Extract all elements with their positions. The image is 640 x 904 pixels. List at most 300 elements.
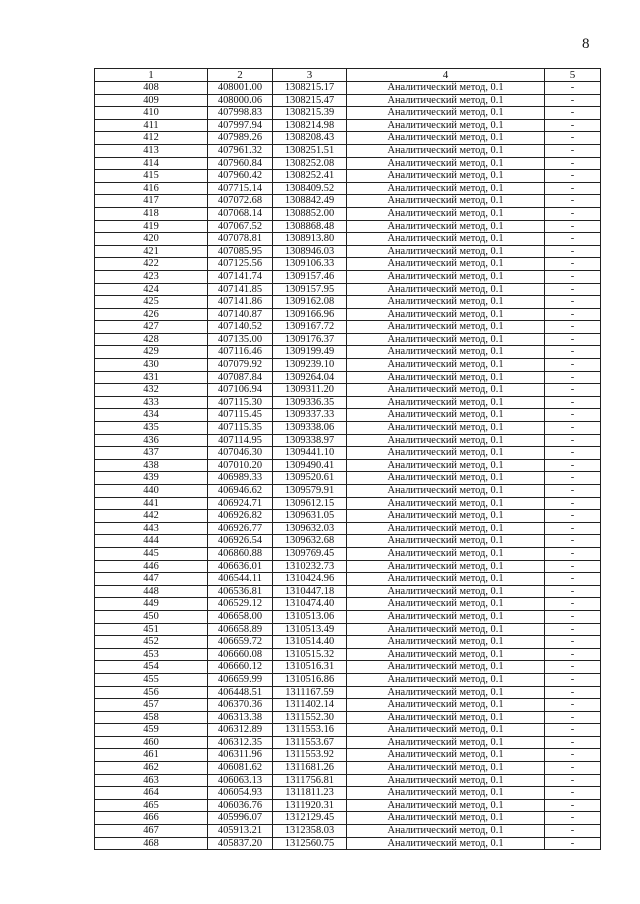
table-row xyxy=(95,258,601,271)
x-coordinate-cell: 406926.54 xyxy=(208,535,273,548)
method-cell: Аналитический метод, 0.1 xyxy=(347,636,545,649)
y-coordinate-cell: 1309176.37 xyxy=(273,333,347,346)
method-cell: Аналитический метод, 0.1 xyxy=(347,434,545,447)
method-cell: Аналитический метод, 0.1 xyxy=(347,711,545,724)
x-coordinate-cell: 406660.08 xyxy=(208,648,273,661)
y-coordinate-cell: 1309769.45 xyxy=(273,547,347,560)
x-coordinate-cell: 406544.11 xyxy=(208,573,273,586)
method-cell: Аналитический метод, 0.1 xyxy=(347,547,545,560)
table-row xyxy=(95,170,601,183)
x-coordinate-cell: 406311.96 xyxy=(208,749,273,762)
point-number-cell: 425 xyxy=(95,296,208,309)
table-row xyxy=(95,673,601,686)
point-number-cell: 459 xyxy=(95,724,208,737)
table-row xyxy=(95,107,601,120)
point-number-cell: 435 xyxy=(95,422,208,435)
y-coordinate-cell: 1309311.20 xyxy=(273,384,347,397)
x-coordinate-cell: 408000.06 xyxy=(208,94,273,107)
point-number-cell: 417 xyxy=(95,195,208,208)
point-number-cell: 414 xyxy=(95,157,208,170)
y-coordinate-cell: 1310232.73 xyxy=(273,560,347,573)
table-row xyxy=(95,333,601,346)
y-coordinate-cell: 1308251.51 xyxy=(273,144,347,157)
y-coordinate-cell: 1309162.08 xyxy=(273,296,347,309)
table-body xyxy=(95,82,601,850)
method-cell: Аналитический метод, 0.1 xyxy=(347,510,545,523)
note-cell: - xyxy=(545,384,601,397)
table-row xyxy=(95,787,601,800)
y-coordinate-cell: 1311756.81 xyxy=(273,774,347,787)
y-coordinate-cell: 1308252.08 xyxy=(273,157,347,170)
table-row xyxy=(95,296,601,309)
note-cell: - xyxy=(545,245,601,258)
note-cell: - xyxy=(545,610,601,623)
table-row xyxy=(95,485,601,498)
table-row xyxy=(95,573,601,586)
x-coordinate-cell: 407960.42 xyxy=(208,170,273,183)
method-cell: Аналитический метод, 0.1 xyxy=(347,447,545,460)
y-coordinate-cell: 1311402.14 xyxy=(273,699,347,712)
y-coordinate-cell: 1309338.06 xyxy=(273,422,347,435)
table-row xyxy=(95,711,601,724)
note-cell: - xyxy=(545,573,601,586)
note-cell: - xyxy=(545,686,601,699)
note-cell: - xyxy=(545,182,601,195)
note-cell: - xyxy=(545,157,601,170)
point-number-cell: 428 xyxy=(95,333,208,346)
x-coordinate-cell: 407998.83 xyxy=(208,107,273,120)
table-row xyxy=(95,132,601,145)
method-cell: Аналитический метод, 0.1 xyxy=(347,623,545,636)
note-cell: - xyxy=(545,82,601,95)
method-cell: Аналитический метод, 0.1 xyxy=(347,774,545,787)
y-coordinate-cell: 1309166.96 xyxy=(273,308,347,321)
y-coordinate-cell: 1311553.67 xyxy=(273,736,347,749)
y-coordinate-cell: 1308946.03 xyxy=(273,245,347,258)
method-cell: Аналитический метод, 0.1 xyxy=(347,825,545,838)
table-row xyxy=(95,699,601,712)
point-number-cell: 456 xyxy=(95,686,208,699)
y-coordinate-cell: 1311552.30 xyxy=(273,711,347,724)
point-number-cell: 452 xyxy=(95,636,208,649)
coordinates-table xyxy=(94,68,601,850)
table-row xyxy=(95,270,601,283)
x-coordinate-cell: 407125.56 xyxy=(208,258,273,271)
note-cell: - xyxy=(545,598,601,611)
method-cell: Аналитический метод, 0.1 xyxy=(347,283,545,296)
y-coordinate-cell: 1308215.47 xyxy=(273,94,347,107)
point-number-cell: 454 xyxy=(95,661,208,674)
x-coordinate-cell: 406536.81 xyxy=(208,585,273,598)
point-number-cell: 408 xyxy=(95,82,208,95)
note-cell: - xyxy=(545,661,601,674)
y-coordinate-cell: 1310447.18 xyxy=(273,585,347,598)
note-cell: - xyxy=(545,94,601,107)
y-coordinate-cell: 1308409.52 xyxy=(273,182,347,195)
method-cell: Аналитический метод, 0.1 xyxy=(347,346,545,359)
point-number-cell: 410 xyxy=(95,107,208,120)
note-cell: - xyxy=(545,585,601,598)
table-row xyxy=(95,384,601,397)
point-number-cell: 424 xyxy=(95,283,208,296)
point-number-cell: 461 xyxy=(95,749,208,762)
method-cell: Аналитический метод, 0.1 xyxy=(347,409,545,422)
method-cell: Аналитический метод, 0.1 xyxy=(347,661,545,674)
y-coordinate-cell: 1309612.15 xyxy=(273,497,347,510)
x-coordinate-cell: 406860.88 xyxy=(208,547,273,560)
point-number-cell: 430 xyxy=(95,359,208,372)
point-number-cell: 463 xyxy=(95,774,208,787)
note-cell: - xyxy=(545,447,601,460)
method-cell: Аналитический метод, 0.1 xyxy=(347,472,545,485)
x-coordinate-cell: 407106.94 xyxy=(208,384,273,397)
y-coordinate-cell: 1310424.96 xyxy=(273,573,347,586)
table-row xyxy=(95,837,601,850)
method-cell: Аналитический метод, 0.1 xyxy=(347,699,545,712)
table-row xyxy=(95,472,601,485)
note-cell: - xyxy=(545,648,601,661)
point-number-cell: 447 xyxy=(95,573,208,586)
method-cell: Аналитический метод, 0.1 xyxy=(347,359,545,372)
point-number-cell: 415 xyxy=(95,170,208,183)
y-coordinate-cell: 1309632.03 xyxy=(273,522,347,535)
point-number-cell: 433 xyxy=(95,396,208,409)
note-cell: - xyxy=(545,422,601,435)
x-coordinate-cell: 406660.12 xyxy=(208,661,273,674)
table-row xyxy=(95,623,601,636)
x-coordinate-cell: 407068.14 xyxy=(208,207,273,220)
x-coordinate-cell: 407141.85 xyxy=(208,283,273,296)
y-coordinate-cell: 1309239.10 xyxy=(273,359,347,372)
note-cell: - xyxy=(545,699,601,712)
x-coordinate-cell: 406924.71 xyxy=(208,497,273,510)
y-coordinate-cell: 1309167.72 xyxy=(273,321,347,334)
note-cell: - xyxy=(545,673,601,686)
point-number-cell: 419 xyxy=(95,220,208,233)
y-coordinate-cell: 1308215.17 xyxy=(273,82,347,95)
table-row xyxy=(95,182,601,195)
note-cell: - xyxy=(545,371,601,384)
method-cell: Аналитический метод, 0.1 xyxy=(347,207,545,220)
x-coordinate-cell: 406063.13 xyxy=(208,774,273,787)
note-cell: - xyxy=(545,434,601,447)
point-number-cell: 460 xyxy=(95,736,208,749)
table-row xyxy=(95,749,601,762)
y-coordinate-cell: 1309631.05 xyxy=(273,510,347,523)
point-number-cell: 450 xyxy=(95,610,208,623)
note-cell: - xyxy=(545,107,601,120)
point-number-cell: 465 xyxy=(95,799,208,812)
note-cell: - xyxy=(545,195,601,208)
method-cell: Аналитический метод, 0.1 xyxy=(347,182,545,195)
table-row xyxy=(95,762,601,775)
x-coordinate-cell: 407046.30 xyxy=(208,447,273,460)
y-coordinate-cell: 1308842.49 xyxy=(273,195,347,208)
method-cell: Аналитический метод, 0.1 xyxy=(347,535,545,548)
note-cell: - xyxy=(545,170,601,183)
method-cell: Аналитический метод, 0.1 xyxy=(347,82,545,95)
x-coordinate-cell: 406370.36 xyxy=(208,699,273,712)
table-row xyxy=(95,774,601,787)
y-coordinate-cell: 1310515.32 xyxy=(273,648,347,661)
point-number-cell: 411 xyxy=(95,119,208,132)
table-row xyxy=(95,308,601,321)
method-cell: Аналитический метод, 0.1 xyxy=(347,107,545,120)
note-cell: - xyxy=(545,762,601,775)
table-row xyxy=(95,422,601,435)
note-cell: - xyxy=(545,547,601,560)
y-coordinate-cell: 1310516.86 xyxy=(273,673,347,686)
y-coordinate-cell: 1309106.33 xyxy=(273,258,347,271)
y-coordinate-cell: 1311920.31 xyxy=(273,799,347,812)
table-row xyxy=(95,736,601,749)
x-coordinate-cell: 406636.01 xyxy=(208,560,273,573)
table-row xyxy=(95,610,601,623)
table-row xyxy=(95,346,601,359)
method-cell: Аналитический метод, 0.1 xyxy=(347,724,545,737)
x-coordinate-cell: 407115.35 xyxy=(208,422,273,435)
table-row xyxy=(95,585,601,598)
x-coordinate-cell: 406946.62 xyxy=(208,485,273,498)
x-coordinate-cell: 406312.89 xyxy=(208,724,273,737)
note-cell: - xyxy=(545,119,601,132)
y-coordinate-cell: 1309337.33 xyxy=(273,409,347,422)
y-coordinate-cell: 1309336.35 xyxy=(273,396,347,409)
point-number-cell: 416 xyxy=(95,182,208,195)
note-cell: - xyxy=(545,736,601,749)
method-cell: Аналитический метод, 0.1 xyxy=(347,497,545,510)
x-coordinate-cell: 406658.00 xyxy=(208,610,273,623)
table-row xyxy=(95,409,601,422)
table-row xyxy=(95,220,601,233)
x-coordinate-cell: 408001.00 xyxy=(208,82,273,95)
note-cell: - xyxy=(545,283,601,296)
y-coordinate-cell: 1308852.00 xyxy=(273,207,347,220)
method-cell: Аналитический метод, 0.1 xyxy=(347,422,545,435)
y-coordinate-cell: 1310516.31 xyxy=(273,661,347,674)
point-number-cell: 420 xyxy=(95,233,208,246)
point-number-cell: 455 xyxy=(95,673,208,686)
header-col-2: 2 xyxy=(208,69,273,82)
x-coordinate-cell: 407989.26 xyxy=(208,132,273,145)
method-cell: Аналитический метод, 0.1 xyxy=(347,371,545,384)
table-row xyxy=(95,547,601,560)
y-coordinate-cell: 1309338.97 xyxy=(273,434,347,447)
method-cell: Аналитический метод, 0.1 xyxy=(347,736,545,749)
point-number-cell: 431 xyxy=(95,371,208,384)
method-cell: Аналитический метод, 0.1 xyxy=(347,396,545,409)
table-row xyxy=(95,321,601,334)
method-cell: Аналитический метод, 0.1 xyxy=(347,245,545,258)
y-coordinate-cell: 1308214.98 xyxy=(273,119,347,132)
note-cell: - xyxy=(545,132,601,145)
header-col-1: 1 xyxy=(95,69,208,82)
point-number-cell: 421 xyxy=(95,245,208,258)
point-number-cell: 432 xyxy=(95,384,208,397)
x-coordinate-cell: 407085.95 xyxy=(208,245,273,258)
point-number-cell: 434 xyxy=(95,409,208,422)
note-cell: - xyxy=(545,144,601,157)
table-row xyxy=(95,825,601,838)
x-coordinate-cell: 406081.62 xyxy=(208,762,273,775)
x-coordinate-cell: 406926.77 xyxy=(208,522,273,535)
table-row xyxy=(95,396,601,409)
note-cell: - xyxy=(545,560,601,573)
x-coordinate-cell: 407087.84 xyxy=(208,371,273,384)
y-coordinate-cell: 1310474.40 xyxy=(273,598,347,611)
note-cell: - xyxy=(545,774,601,787)
x-coordinate-cell: 407010.20 xyxy=(208,459,273,472)
y-coordinate-cell: 1310513.06 xyxy=(273,610,347,623)
x-coordinate-cell: 407114.95 xyxy=(208,434,273,447)
method-cell: Аналитический метод, 0.1 xyxy=(347,837,545,850)
point-number-cell: 444 xyxy=(95,535,208,548)
x-coordinate-cell: 407078.81 xyxy=(208,233,273,246)
point-number-cell: 442 xyxy=(95,510,208,523)
method-cell: Аналитический метод, 0.1 xyxy=(347,812,545,825)
table-header xyxy=(95,69,601,82)
point-number-cell: 451 xyxy=(95,623,208,636)
note-cell: - xyxy=(545,535,601,548)
method-cell: Аналитический метод, 0.1 xyxy=(347,321,545,334)
note-cell: - xyxy=(545,497,601,510)
y-coordinate-cell: 1311167.59 xyxy=(273,686,347,699)
table-row xyxy=(95,207,601,220)
note-cell: - xyxy=(545,799,601,812)
note-cell: - xyxy=(545,220,601,233)
table-row xyxy=(95,157,601,170)
y-coordinate-cell: 1309199.49 xyxy=(273,346,347,359)
note-cell: - xyxy=(545,296,601,309)
method-cell: Аналитический метод, 0.1 xyxy=(347,560,545,573)
table-row xyxy=(95,94,601,107)
y-coordinate-cell: 1308215.39 xyxy=(273,107,347,120)
method-cell: Аналитический метод, 0.1 xyxy=(347,220,545,233)
table-row xyxy=(95,144,601,157)
y-coordinate-cell: 1311681.26 xyxy=(273,762,347,775)
x-coordinate-cell: 407067.52 xyxy=(208,220,273,233)
method-cell: Аналитический метод, 0.1 xyxy=(347,573,545,586)
x-coordinate-cell: 407115.30 xyxy=(208,396,273,409)
x-coordinate-cell: 407072.68 xyxy=(208,195,273,208)
note-cell: - xyxy=(545,233,601,246)
x-coordinate-cell: 406658.89 xyxy=(208,623,273,636)
x-coordinate-cell: 407140.52 xyxy=(208,321,273,334)
y-coordinate-cell: 1312129.45 xyxy=(273,812,347,825)
method-cell: Аналитический метод, 0.1 xyxy=(347,749,545,762)
x-coordinate-cell: 405913.21 xyxy=(208,825,273,838)
method-cell: Аналитический метод, 0.1 xyxy=(347,459,545,472)
point-number-cell: 457 xyxy=(95,699,208,712)
method-cell: Аналитический метод, 0.1 xyxy=(347,195,545,208)
x-coordinate-cell: 407997.94 xyxy=(208,119,273,132)
y-coordinate-cell: 1310513.49 xyxy=(273,623,347,636)
table-row xyxy=(95,724,601,737)
point-number-cell: 449 xyxy=(95,598,208,611)
note-cell: - xyxy=(545,333,601,346)
table-row xyxy=(95,522,601,535)
note-cell: - xyxy=(545,396,601,409)
page-number: 8 xyxy=(582,36,590,52)
method-cell: Аналитический метод, 0.1 xyxy=(347,132,545,145)
note-cell: - xyxy=(545,522,601,535)
note-cell: - xyxy=(545,787,601,800)
method-cell: Аналитический метод, 0.1 xyxy=(347,522,545,535)
table-row xyxy=(95,434,601,447)
x-coordinate-cell: 407141.86 xyxy=(208,296,273,309)
x-coordinate-cell: 406659.72 xyxy=(208,636,273,649)
x-coordinate-cell: 406989.33 xyxy=(208,472,273,485)
y-coordinate-cell: 1308913.80 xyxy=(273,233,347,246)
note-cell: - xyxy=(545,346,601,359)
table-row xyxy=(95,359,601,372)
note-cell: - xyxy=(545,837,601,850)
header-col-4: 4 xyxy=(347,69,545,82)
note-cell: - xyxy=(545,711,601,724)
header-col-3: 3 xyxy=(273,69,347,82)
method-cell: Аналитический метод, 0.1 xyxy=(347,799,545,812)
method-cell: Аналитический метод, 0.1 xyxy=(347,296,545,309)
point-number-cell: 413 xyxy=(95,144,208,157)
x-coordinate-cell: 406036.76 xyxy=(208,799,273,812)
table-row xyxy=(95,636,601,649)
x-coordinate-cell: 407135.00 xyxy=(208,333,273,346)
y-coordinate-cell: 1311811.23 xyxy=(273,787,347,800)
x-coordinate-cell: 406448.51 xyxy=(208,686,273,699)
y-coordinate-cell: 1308868.48 xyxy=(273,220,347,233)
y-coordinate-cell: 1308252.41 xyxy=(273,170,347,183)
table-row xyxy=(95,371,601,384)
table-row xyxy=(95,686,601,699)
point-number-cell: 437 xyxy=(95,447,208,460)
method-cell: Аналитический метод, 0.1 xyxy=(347,233,545,246)
point-number-cell: 443 xyxy=(95,522,208,535)
point-number-cell: 440 xyxy=(95,485,208,498)
x-coordinate-cell: 407961.32 xyxy=(208,144,273,157)
x-coordinate-cell: 407116.46 xyxy=(208,346,273,359)
note-cell: - xyxy=(545,321,601,334)
y-coordinate-cell: 1309157.46 xyxy=(273,270,347,283)
point-number-cell: 448 xyxy=(95,585,208,598)
x-coordinate-cell: 406659.99 xyxy=(208,673,273,686)
method-cell: Аналитический метод, 0.1 xyxy=(347,170,545,183)
note-cell: - xyxy=(545,825,601,838)
point-number-cell: 453 xyxy=(95,648,208,661)
point-number-cell: 429 xyxy=(95,346,208,359)
method-cell: Аналитический метод, 0.1 xyxy=(347,308,545,321)
table-row xyxy=(95,598,601,611)
note-cell: - xyxy=(545,749,601,762)
x-coordinate-cell: 407960.84 xyxy=(208,157,273,170)
x-coordinate-cell: 406312.35 xyxy=(208,736,273,749)
point-number-cell: 466 xyxy=(95,812,208,825)
note-cell: - xyxy=(545,258,601,271)
point-number-cell: 422 xyxy=(95,258,208,271)
point-number-cell: 439 xyxy=(95,472,208,485)
point-number-cell: 468 xyxy=(95,837,208,850)
x-coordinate-cell: 405837.20 xyxy=(208,837,273,850)
method-cell: Аналитический метод, 0.1 xyxy=(347,270,545,283)
table-row xyxy=(95,447,601,460)
table-row xyxy=(95,560,601,573)
y-coordinate-cell: 1309579.91 xyxy=(273,485,347,498)
y-coordinate-cell: 1309632.68 xyxy=(273,535,347,548)
method-cell: Аналитический метод, 0.1 xyxy=(347,598,545,611)
x-coordinate-cell: 406054.93 xyxy=(208,787,273,800)
method-cell: Аналитический метод, 0.1 xyxy=(347,686,545,699)
y-coordinate-cell: 1311553.16 xyxy=(273,724,347,737)
note-cell: - xyxy=(545,207,601,220)
